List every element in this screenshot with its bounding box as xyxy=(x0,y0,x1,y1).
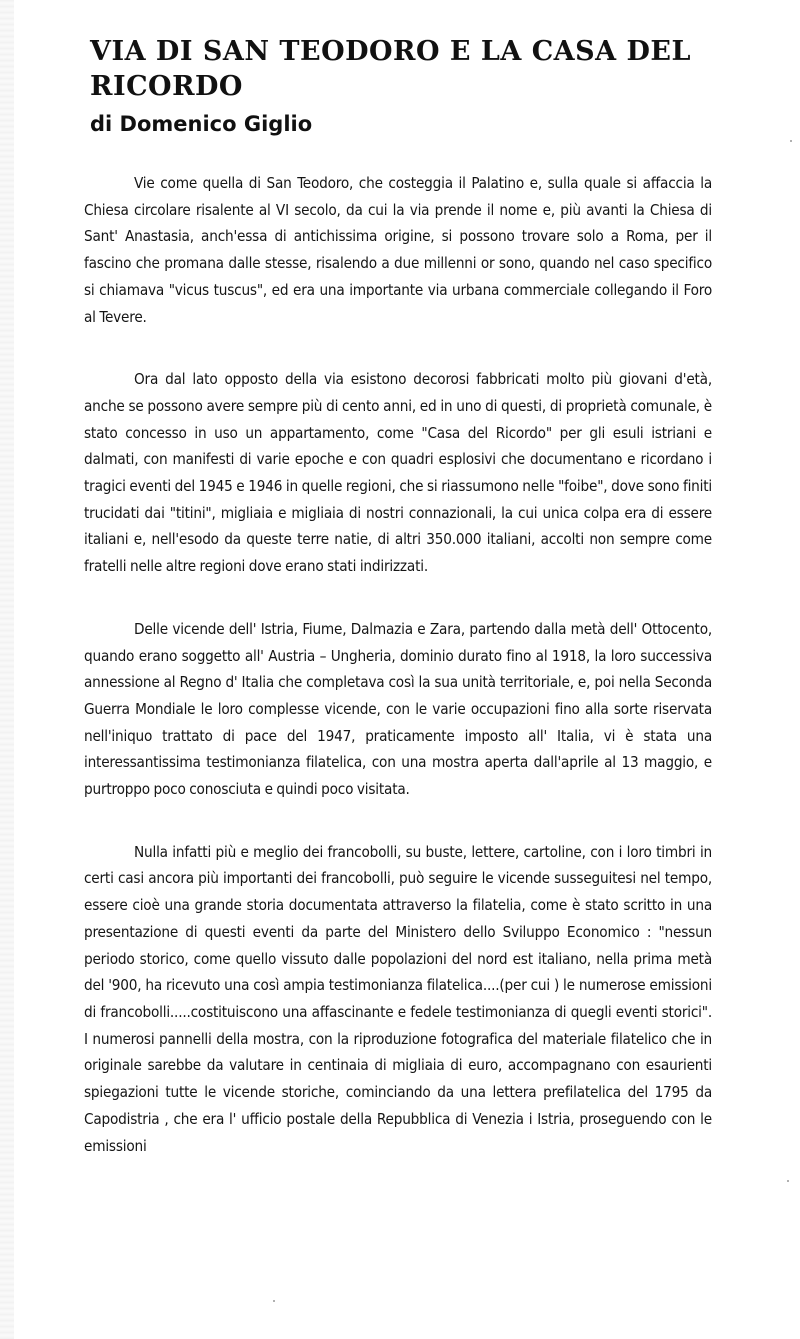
paragraph-2: Ora dal lato opposto della via esistono decorosi fabbricati molto più giovani d'età, anche se possono avere sempre più di cento anni, ed in uno di questi, di proprietà comunale, è stato concesso in uso un appartamento, come "Casa del Ricordo" per gli esuli istriani e dalmati, con manifesti di varie epoche e con quadri esplosivi che documentano e ricordano i tragici eventi del 1945 e 1946 in quelle regioni, che si riassumono nelle "foibe", dove sono finiti trucidati dai "titini", migliaia e migliaia di nostri connazionali, la cui unica colpa era di essere italiani e, nell'esodo da queste terre natie, di altri 350.000 italiani, accolti non sempre come fratelli nelle altre regioni dove erano stati indirizzati. xyxy=(84,370,712,576)
scan-speck xyxy=(790,140,792,142)
scan-speck xyxy=(273,1300,275,1302)
paragraph-1: Vie come quella di San Teodoro, che costeggia il Palatino e, sulla quale si affaccia la Chiesa circolare risalente al VI secolo, da cui la via prende il nome e, più avanti la Chiesa di Sant' Anastasia, anch'essa di antichissima origine, si possono trovare solo a Roma, per il fascino che promana dalle stesse, risalendo a due millenni or sono, quando nel caso specifico si chiamava "vicus tuscus", ed era una importante via urbana commerciale collegando il Foro al Tevere. xyxy=(84,174,712,326)
article-title: VIA DI SAN TEODORO E LA CASA DEL RICORDO xyxy=(90,36,691,102)
article-author: di Domenico Giglio xyxy=(90,112,313,136)
paragraph-3: Delle vicende dell' Istria, Fiume, Dalmazia e Zara, partendo dalla metà dell' Ottocento, quando erano soggetto all' Austria – Ungheria, dominio durato fino al 1918, la loro successiva annessione al Regno d' Italia che completava così la sua unità territoriale, e, poi nella Seconda Guerra Mondiale le loro complesse vicende, con le varie occupazioni fino alla sorte riservata nell'iniquo trattato di pace del 1947, praticamente imposto all' Italia, vi è stata una interessantissima testimonianza filatelica, con una mostra aperta dall'aprile al 13 maggio, e purtroppo poco conosciuta e quindi poco visitata. xyxy=(84,619,712,799)
paragraph-4: Nulla infatti più e meglio dei francobolli, su buste, lettere, cartoline, con i loro timbri in certi casi ancora più importanti dei francobolli, può seguire le vicende susseguitesi nel tempo, essere cioè una grande storia documentata attraverso la filatelia, come è stato scritto in una presentazione di questi eventi da parte del Ministero dello Sviluppo Economico : "nessun periodo storico, come quello vissuto dalle popolazioni del nord est italiano, nella prima metà del '900, ha ricevuto una così ampia testimonianza filatelica....(per cui ) le numerose emissioni di francobolli.....costituiscono una affascinante e fedele testimonianza di quegli eventi storici". I numerosi pannelli della mostra, con la riproduzione fotografica del materiale filatelico che in originale sarebbe da valutare in centinaia di migliaia di euro, accompagnano con esaurienti spiegazioni tutte le vicende storiche, cominciando da una lettera prefilatelica del 1795 da Capodistria , che era l' ufficio postale della Repubblica di Venezia i Istria, proseguendo con le emissioni xyxy=(84,842,712,1155)
scan-edge-shadow xyxy=(0,0,14,1339)
scan-speck xyxy=(787,1180,789,1182)
article-body xyxy=(84,170,712,1159)
